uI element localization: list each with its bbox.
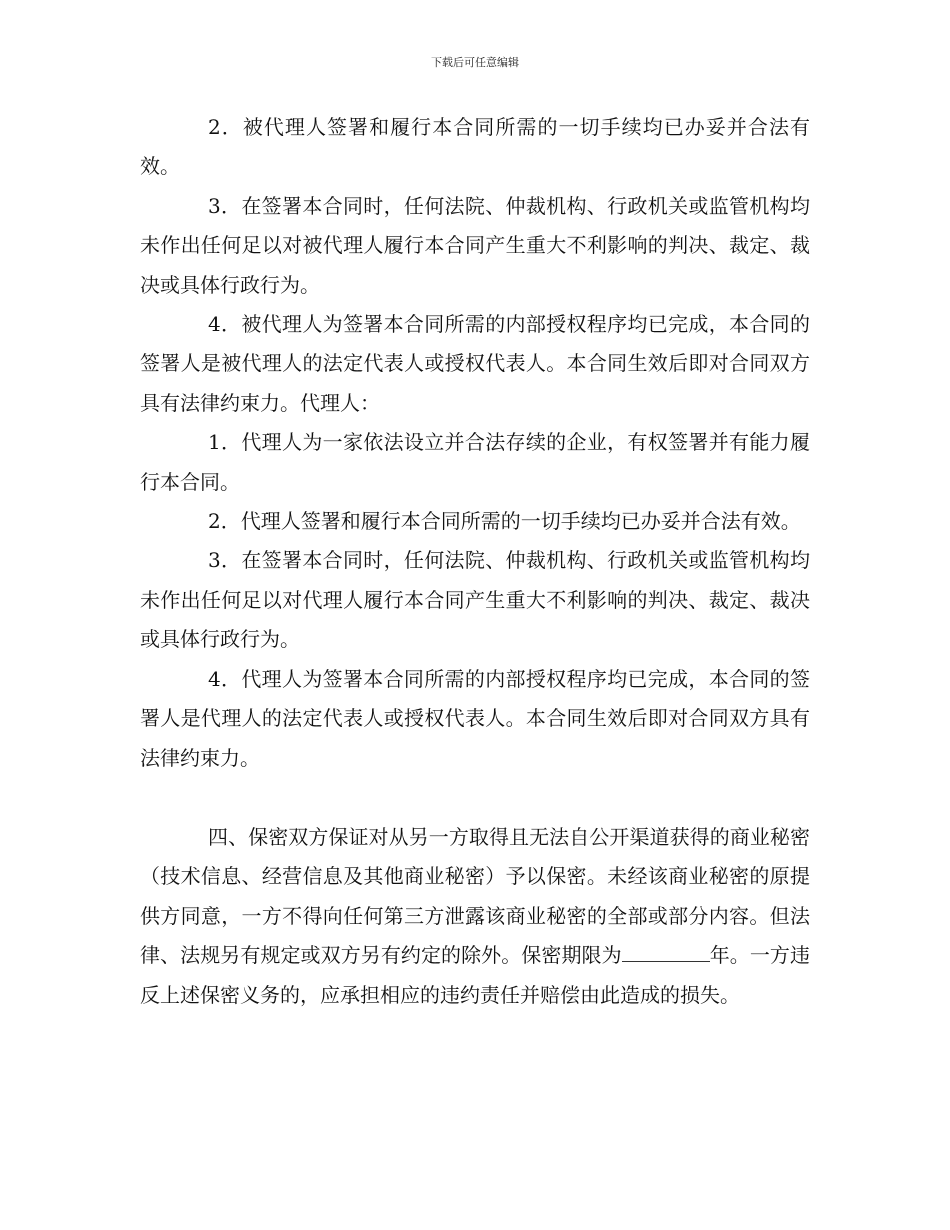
confidentiality-term-blank	[622, 943, 710, 962]
document-body	[140, 108, 810, 1015]
confidentiality-clause	[140, 818, 810, 1015]
agent-rep-3: 3．在签署本合同时，任何法院、仲裁机构、行政机关或监管机构均未作出任何足以对代理人履行本合同产生重大不利影响的判决、裁定、裁决或具体行政行为。	[140, 548, 810, 652]
agent-rep-4: 4．代理人为签署本合同所需的内部授权程序均已完成，本合同的签署人是代理人的法定代表人或授权代表人。本合同生效后即对合同双方具有法律约束力。	[140, 666, 810, 770]
page-header: 下载后可任意编辑	[431, 56, 519, 69]
principal-rep-4: 4．被代理人为签署本合同所需的内部授权程序均已完成，本合同的签署人是被代理人的法定代表人或授权代表人。本合同生效后即对合同双方具有法律约束力。代理人：	[140, 312, 810, 415]
agent-rep-2: 2．代理人签署和履行本合同所需的一切手续均已办妥并合法有效。	[208, 509, 801, 534]
section-gap	[140, 778, 810, 818]
confidentiality-text-before: 四、保密双方保证对从另一方取得且无法自公开渠道获得的商业秘密（技术信息、经营信息及其他商业秘密）予以保密。未经该商业秘密的原提供方同意，一方不得向任何第三方泄露该商业秘密的全部或部分内容。但法律、法规另有规定或双方另有约定的除外。保密期限为	[140, 824, 810, 968]
principal-rep-3: 3．在签署本合同时，任何法院、仲裁机构、行政机关或监管机构均未作出任何足以对被代理人履行本合同产生重大不利影响的判决、裁定、裁决或具体行政行为。	[140, 193, 810, 297]
agent-rep-1: 1．代理人为一家依法设立并合法存续的企业，有权签署并有能力履行本合同。	[140, 430, 810, 494]
confidentiality-text-after: 年。一方违反上述保密义务的，应承担相应的违约责任并赔偿由此造成的损失。	[140, 943, 811, 1007]
principal-rep-2: 2．被代理人签署和履行本合同所需的一切手续均已办妥并合法有效。	[140, 115, 810, 179]
